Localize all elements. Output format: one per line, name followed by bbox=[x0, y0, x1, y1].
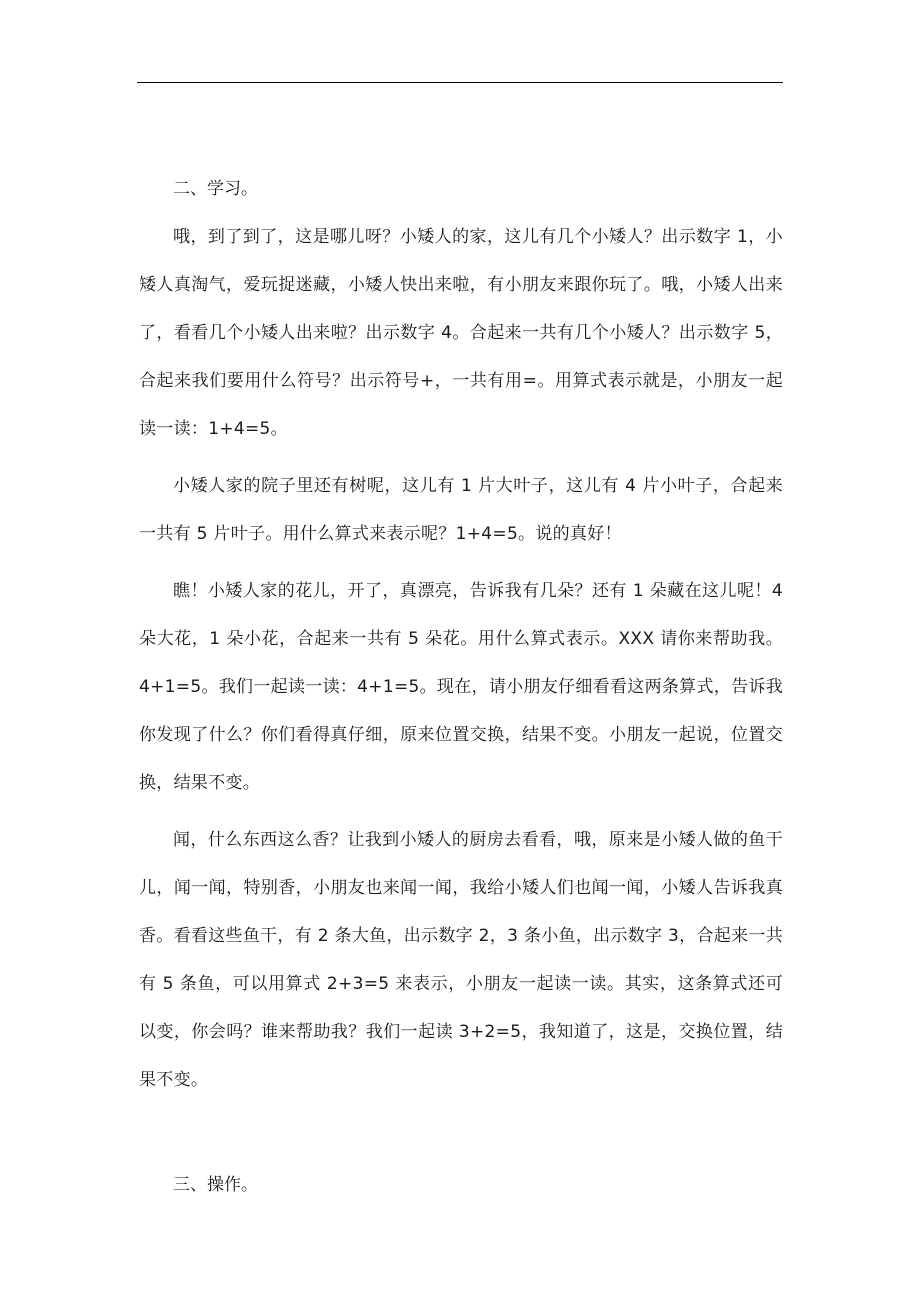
document-body bbox=[139, 165, 783, 1209]
paragraph-dwarf-home: 哦，到了到了，这是哪儿呀？小矮人的家，这儿有几个小矮人？出示数字 1，小矮人真淘气，爱玩捉迷藏，小矮人快出来啦，有小朋友来跟你玩了。哦，小矮人出来了，看看几个小矮人出来啦？出示数字 4。合起来一共有几个小矮人？出示数字 5，合起来我们要用什么符号？出示符号+，一共有用=。用算式表示就是，小朋友一起读一读：1+4=5。 bbox=[139, 227, 783, 439]
paragraph-flowers: 瞧！小矮人家的花儿，开了，真漂亮，告诉我有几朵？还有 1 朵藏在这儿呢！4 朵大花，1 朵小花，合起来一共有 5 朵花。用什么算式表示。XXX 请你来帮助我。4+1=5。我们一起读一读：4+1=5。现在，请小朋友仔细看看这两条算式，告诉我你发现了什么？你们看得真仔细，原来位置交换，结果不变。小朋友一起说，位置交换，结果不变。 bbox=[139, 581, 783, 793]
section-heading-operation: 三、操作。 bbox=[173, 1175, 258, 1195]
paragraph-fish: 闻，什么东西这么香？让我到小矮人的厨房去看看，哦，原来是小矮人做的鱼干儿，闻一闻，特别香，小朋友也来闻一闻，我给小矮人们也闻一闻，小矮人告诉我真香。看看这些鱼干，有 2 条大鱼，出示数字 2，3 条小鱼，出示数字 3，合起来一共有 5 条鱼，可以用算式 2+3=5 来表示，小朋友一起读一读。其实，这条算式还可以变，你会吗？谁来帮助我？我们一起读 3+2=5，我知道了，这是，交换位置，结果不变。 bbox=[139, 830, 783, 1090]
header-rule bbox=[137, 82, 783, 83]
section-heading-study: 二、学习。 bbox=[173, 179, 258, 199]
section-spacer bbox=[139, 1113, 783, 1161]
paragraph-leaves: 小矮人家的院子里还有树呢，这儿有 1 片大叶子，这儿有 4 片小叶子，合起来一共有 5 片叶子。用什么算式来表示呢？1+4=5。说的真好！ bbox=[139, 476, 783, 544]
